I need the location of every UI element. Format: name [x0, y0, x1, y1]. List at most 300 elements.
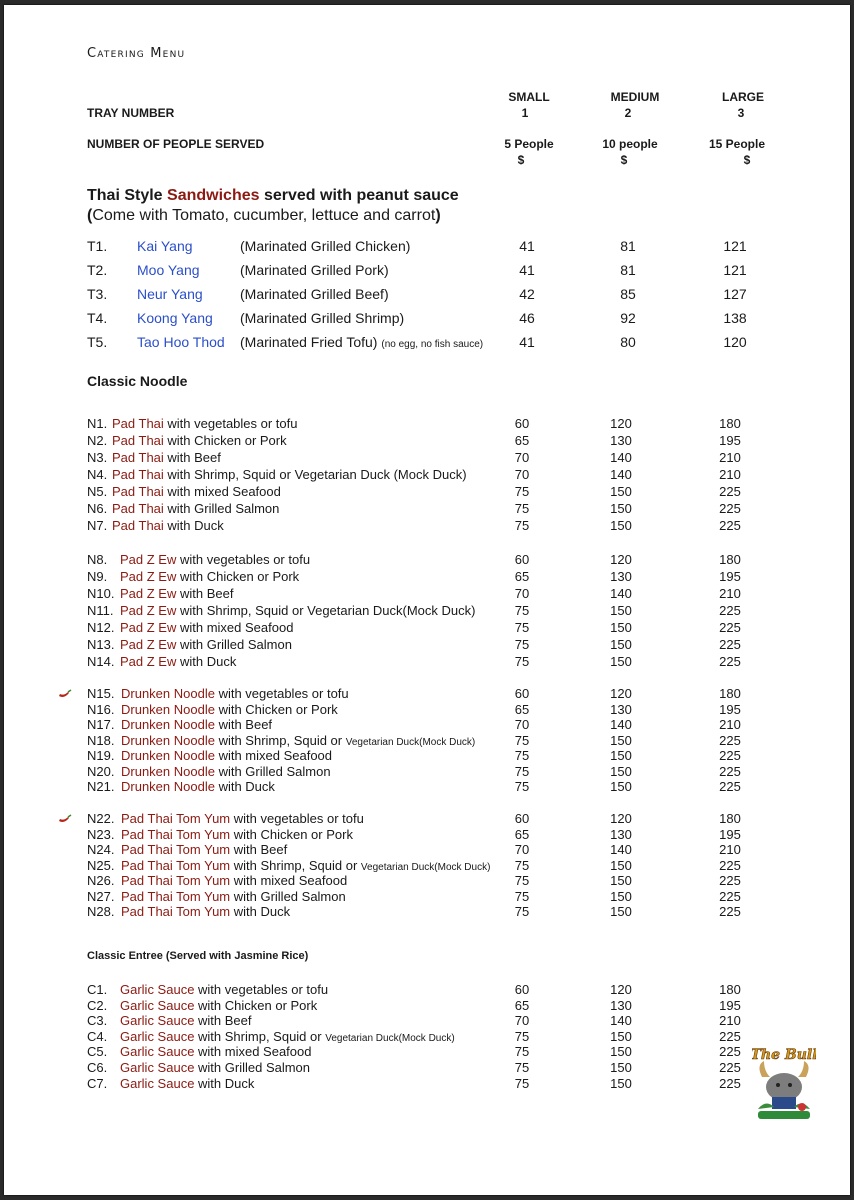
item-name: Pad Z Ew [120, 620, 177, 635]
item-detail: with mixed Seafood [194, 1044, 312, 1060]
currency-medium: $ [620, 153, 628, 167]
item-code: N27. [87, 888, 115, 904]
item-description [121, 811, 364, 826]
item-name: Garlic Sauce [120, 1060, 195, 1075]
price-large: 195 [719, 826, 741, 842]
price-medium: 150 [610, 748, 632, 763]
price-medium: 150 [610, 654, 632, 669]
item-description [120, 1013, 252, 1028]
item-detail: with Duck [163, 518, 224, 533]
price-medium: 150 [610, 1060, 632, 1075]
item-detail: with Duck [214, 779, 275, 794]
price-small: 75 [514, 637, 530, 652]
item-description [120, 998, 317, 1013]
menu-row [4, 842, 850, 858]
menu-row [4, 811, 850, 827]
item-name: Drunken Noodle [121, 732, 215, 748]
price-small: 70 [514, 1013, 530, 1029]
menu-row [4, 416, 850, 432]
price-medium: 150 [610, 1028, 632, 1044]
subtitle-close-paren: ) [435, 207, 441, 224]
page-title: Catering Menu [87, 46, 186, 61]
item-detail: with Duck [230, 904, 291, 919]
price-small: 41 [519, 334, 535, 350]
size-large-label: LARGE [722, 90, 764, 104]
item-description [112, 416, 298, 431]
price-large: 120 [723, 334, 747, 350]
item-description: (Marinated Fried Tofu) (no egg, no fish sauce) [240, 334, 484, 350]
item-code: C7. [87, 1075, 108, 1091]
price-medium: 140 [610, 467, 632, 482]
item-detail: with Chicken or Pork [163, 433, 287, 448]
price-small: 70 [514, 586, 530, 601]
price-medium: 80 [620, 334, 636, 350]
item-code: N23. [87, 826, 115, 842]
currency-small: $ [517, 153, 525, 167]
price-small: 70 [514, 842, 530, 857]
item-detail: with mixed Seafood [163, 484, 281, 499]
item-name: Tao Hoo Thod [137, 334, 225, 350]
price-small: 75 [514, 1044, 530, 1060]
price-medium: 130 [610, 997, 632, 1013]
price-small: 70 [514, 450, 530, 465]
price-large: 225 [719, 654, 741, 669]
item-detail: with Beef [214, 717, 273, 732]
price-medium: 120 [610, 982, 632, 997]
item-name: Drunken Noodle [121, 701, 215, 717]
item-detail: with mixed Seafood [230, 873, 348, 888]
item-code: C1. [87, 982, 108, 997]
noodle-title: Classic Noodle [87, 373, 188, 389]
item-code: C3. [87, 1013, 108, 1029]
menu-row [4, 518, 850, 534]
item-description [121, 717, 272, 732]
price-small: 65 [514, 997, 530, 1013]
item-detail: with Beef [230, 842, 288, 857]
price-small: 65 [514, 569, 530, 584]
price-medium: 85 [620, 286, 636, 302]
menu-row [4, 1013, 850, 1029]
item-name: Garlic Sauce [120, 1075, 195, 1091]
item-detail: with Beef [194, 1013, 252, 1029]
price-large: 225 [719, 603, 741, 618]
tray-number-label: TRAY NUMBER [87, 106, 175, 120]
item-detail: with Shrimp, Squid or [214, 732, 346, 748]
menu-row [4, 904, 850, 920]
price-medium: 130 [610, 826, 632, 842]
price-medium: 150 [610, 779, 632, 794]
item-code: T2. [87, 262, 108, 278]
item-detail: with Beef [163, 450, 221, 465]
price-large: 121 [723, 262, 747, 278]
item-name: Drunken Noodle [121, 686, 215, 701]
menu-row [4, 569, 850, 585]
item-name: Pad Z Ew [120, 637, 177, 652]
menu-row [4, 433, 850, 449]
menu-page [4, 5, 850, 1195]
item-description [120, 1029, 455, 1044]
item-description [120, 620, 293, 635]
price-large: 180 [719, 686, 741, 701]
price-small: 41 [519, 262, 535, 278]
price-large: 210 [719, 1013, 741, 1029]
item-detail: with Shrimp, Squid or [230, 857, 361, 873]
item-detail: with Grilled Salmon [194, 1060, 311, 1075]
price-medium: 140 [610, 1013, 632, 1029]
price-medium: 140 [610, 450, 632, 465]
sandwiches-subtitle [87, 207, 441, 225]
item-description [121, 873, 347, 888]
price-large: 195 [719, 569, 741, 584]
people-small: 5 People [504, 137, 554, 151]
menu-row [4, 1029, 850, 1045]
subtitle-open-paren: ( [87, 207, 93, 224]
item-name: Pad Thai Tom Yum [121, 873, 231, 888]
item-name: Pad Thai [112, 450, 164, 465]
menu-row [4, 733, 850, 749]
item-description: (Marinated Grilled Beef) [240, 286, 389, 302]
menu-row [4, 982, 850, 998]
item-detail: with mixed Seafood [214, 748, 333, 763]
item-code: N20. [87, 763, 115, 779]
item-code: T4. [87, 310, 108, 326]
item-detail: with Grilled Salmon [214, 763, 331, 779]
the-bull-logo [752, 1037, 816, 1127]
item-detail: with Duck [194, 1075, 255, 1091]
item-code: N8. [87, 552, 108, 567]
item-detail: with Chicken or Pork [176, 569, 300, 584]
price-medium: 150 [610, 1075, 632, 1091]
price-small: 75 [514, 763, 530, 779]
item-name: Drunken Noodle [121, 717, 215, 732]
people-medium: 10 people [602, 137, 658, 151]
menu-row [4, 654, 850, 670]
size-small-label: SMALL [508, 90, 550, 104]
item-name: Pad Thai Tom Yum [121, 857, 231, 873]
price-small: 75 [514, 620, 530, 635]
item-description [120, 603, 475, 618]
item-detail: with vegetables or tofu [163, 416, 298, 431]
menu-row [4, 779, 850, 795]
item-name: Pad Thai Tom Yum [121, 811, 231, 826]
price-large: 210 [719, 467, 741, 482]
price-medium: 140 [610, 717, 632, 732]
price-large: 225 [719, 1075, 741, 1091]
sandwich-row [4, 238, 850, 258]
price-small: 75 [514, 501, 530, 516]
item-code: N5. [87, 484, 108, 499]
item-name: Pad Thai Tom Yum [121, 842, 231, 857]
item-name: Pad Thai [112, 501, 164, 516]
price-small: 75 [514, 904, 530, 919]
item-detail: with Chicken or Pork [194, 997, 318, 1013]
price-small: 60 [514, 416, 530, 431]
price-large: 225 [719, 857, 741, 873]
price-medium: 150 [610, 857, 632, 873]
price-medium: 150 [610, 873, 632, 888]
menu-row [4, 702, 850, 718]
price-small: 42 [519, 286, 535, 302]
item-code: N22. [87, 811, 115, 826]
price-small: 75 [514, 1028, 530, 1044]
tray-small: 1 [521, 106, 529, 120]
price-small: 46 [519, 310, 535, 326]
item-code: N15. [87, 686, 115, 701]
price-large: 210 [719, 586, 741, 601]
price-large: 180 [719, 982, 741, 997]
price-large: 225 [719, 1028, 741, 1044]
item-description [121, 858, 490, 873]
size-medium-label: MEDIUM [610, 90, 660, 104]
item-code: T3. [87, 286, 108, 302]
people-served-label: NUMBER OF PEOPLE SERVED [87, 137, 265, 151]
item-name: Neur Yang [137, 286, 203, 302]
sandwich-row [4, 334, 850, 354]
item-name: Kai Yang [137, 238, 193, 254]
price-large: 225 [719, 518, 741, 533]
item-name: Garlic Sauce [120, 1013, 195, 1029]
menu-row [4, 889, 850, 905]
price-large: 225 [719, 779, 741, 794]
item-description [120, 1076, 254, 1091]
price-large: 180 [719, 811, 741, 826]
price-medium: 150 [610, 484, 632, 499]
item-code: N10. [87, 586, 115, 601]
price-small: 70 [514, 717, 530, 732]
menu-row [4, 686, 850, 702]
price-large: 195 [719, 997, 741, 1013]
item-name: Drunken Noodle [121, 763, 215, 779]
menu-row [4, 827, 850, 843]
item-detail: with vegetables or tofu [214, 686, 349, 701]
price-medium: 120 [610, 416, 632, 431]
item-name: Pad Z Ew [120, 586, 177, 601]
item-description [112, 450, 221, 465]
menu-row [4, 467, 850, 483]
price-medium: 92 [620, 310, 636, 326]
item-description: (Marinated Grilled Shrimp) [240, 310, 405, 326]
item-name: Pad Z Ew [120, 654, 177, 669]
price-small: 60 [514, 982, 530, 997]
item-code: N2. [87, 433, 108, 448]
item-name: Garlic Sauce [120, 1028, 195, 1044]
menu-row [4, 450, 850, 466]
item-description [112, 433, 287, 448]
item-name: Pad Z Ew [120, 552, 177, 567]
item-description [112, 501, 279, 516]
item-note: Vegetarian Duck(Mock Duck) [325, 1032, 455, 1044]
price-small: 60 [514, 552, 530, 567]
price-large: 225 [719, 501, 741, 516]
item-detail: with vegetables or tofu [194, 982, 329, 997]
item-name: Pad Thai Tom Yum [121, 826, 231, 842]
price-small: 75 [514, 654, 530, 669]
price-small: 75 [514, 888, 530, 904]
item-detail: with vegetables or tofu [176, 552, 311, 567]
item-detail: with Grilled Salmon [230, 888, 346, 904]
item-name: Drunken Noodle [121, 779, 215, 794]
item-name: Garlic Sauce [120, 982, 195, 997]
item-code: C5. [87, 1044, 108, 1060]
item-code: N28. [87, 904, 115, 919]
item-description [121, 779, 275, 794]
price-medium: 120 [610, 552, 632, 567]
item-detail: with Duck [176, 654, 237, 669]
item-detail: with Beef [176, 586, 234, 601]
item-code: N11. [87, 603, 114, 618]
menu-row [4, 603, 850, 619]
price-large: 195 [719, 433, 741, 448]
item-code: N12. [87, 620, 115, 635]
price-large: 225 [719, 904, 741, 919]
sandwiches-title-prefix: Thai Style [87, 187, 168, 204]
item-code: N19. [87, 748, 115, 763]
price-medium: 140 [610, 842, 632, 857]
item-description [121, 904, 290, 919]
price-large: 225 [719, 888, 741, 904]
item-detail: with Shrimp, Squid or Vegetarian Duck (Mock Duck) [163, 467, 467, 482]
item-description [121, 842, 287, 857]
item-code: N24. [87, 842, 115, 857]
menu-row [4, 1044, 850, 1060]
item-description [112, 484, 281, 499]
item-code: C2. [87, 997, 108, 1013]
price-medium: 150 [610, 637, 632, 652]
item-description [121, 827, 353, 842]
item-code: N16. [87, 701, 115, 717]
price-medium: 150 [610, 501, 632, 516]
sandwich-row [4, 286, 850, 306]
price-large: 121 [723, 238, 747, 254]
item-description: (Marinated Grilled Chicken) [240, 238, 411, 254]
item-description [120, 569, 299, 584]
price-medium: 150 [610, 732, 632, 748]
item-detail: with Grilled Salmon [163, 501, 280, 516]
sandwiches-title-highlight: Sandwiches [167, 187, 260, 204]
price-large: 138 [723, 310, 747, 326]
price-small: 65 [514, 433, 530, 448]
item-description [121, 733, 475, 748]
item-name: Garlic Sauce [120, 1044, 195, 1060]
item-description [121, 686, 349, 701]
item-description [120, 637, 292, 652]
price-small: 65 [514, 826, 530, 842]
price-large: 225 [719, 484, 741, 499]
price-medium: 81 [620, 262, 636, 278]
item-note: Vegetarian Duck(Mock Duck) [360, 861, 491, 873]
menu-row [4, 998, 850, 1014]
price-medium: 130 [610, 569, 632, 584]
price-large: 225 [719, 748, 741, 763]
price-medium: 150 [610, 904, 632, 919]
item-note: Vegetarian Duck(Mock Duck) [345, 736, 476, 748]
item-name: Pad Thai Tom Yum [121, 904, 231, 919]
menu-row [4, 748, 850, 764]
item-name: Koong Yang [137, 310, 213, 326]
menu-row [4, 501, 850, 517]
sandwiches-title [87, 187, 459, 205]
item-code: N4. [87, 467, 108, 482]
price-medium: 150 [610, 1044, 632, 1060]
item-code: N26. [87, 873, 115, 888]
menu-row [4, 1060, 850, 1076]
price-medium: 130 [610, 433, 632, 448]
people-large: 15 People [708, 137, 766, 151]
item-description [120, 982, 328, 997]
item-note: (no egg, no fish sauce) [381, 339, 484, 350]
price-large: 225 [719, 732, 741, 748]
price-large: 225 [719, 637, 741, 652]
menu-row [4, 552, 850, 568]
price-small: 41 [519, 238, 535, 254]
item-name: Moo Yang [137, 262, 200, 278]
item-code: N13. [87, 637, 115, 652]
menu-row [4, 586, 850, 602]
item-code: C6. [87, 1060, 108, 1075]
price-medium: 120 [610, 811, 632, 826]
item-description [120, 552, 310, 567]
item-description [120, 1044, 312, 1059]
item-name: Pad Thai [112, 416, 164, 431]
item-name: Pad Thai Tom Yum [121, 888, 231, 904]
item-detail: with Chicken or Pork [214, 701, 338, 717]
price-large: 225 [719, 873, 741, 888]
menu-row [4, 858, 850, 874]
price-small: 75 [514, 732, 530, 748]
sandwich-row [4, 310, 850, 330]
logo-text: The Bull [752, 1047, 816, 1063]
item-name: Pad Thai [112, 484, 164, 499]
item-code: N14. [87, 654, 115, 669]
item-detail: with vegetables or tofu [230, 811, 364, 826]
item-detail: with mixed Seafood [176, 620, 294, 635]
item-name: Pad Z Ew [120, 569, 177, 584]
price-large: 180 [719, 552, 741, 567]
item-description [120, 586, 233, 601]
item-detail: with Grilled Salmon [176, 637, 292, 652]
price-large: 210 [719, 717, 741, 732]
price-medium: 150 [610, 620, 632, 635]
item-code: T1. [87, 238, 108, 254]
sandwiches-title-suffix: served with peanut sauce [259, 187, 459, 204]
price-medium: 130 [610, 701, 632, 717]
item-description [120, 654, 236, 669]
item-detail: with Chicken or Pork [230, 826, 353, 842]
menu-row [4, 620, 850, 636]
item-code: C4. [87, 1028, 108, 1044]
price-medium: 120 [610, 686, 632, 701]
price-small: 70 [514, 467, 530, 482]
price-large: 225 [719, 763, 741, 779]
price-small: 75 [514, 484, 530, 499]
price-large: 195 [719, 701, 741, 717]
item-code: N1. [87, 416, 108, 431]
price-small: 65 [514, 701, 530, 717]
menu-row [4, 637, 850, 653]
item-code: N9. [87, 569, 108, 584]
currency-large: $ [743, 153, 751, 167]
item-description [121, 702, 338, 717]
price-small: 60 [514, 686, 530, 701]
item-description [121, 889, 346, 904]
price-large: 225 [719, 1044, 741, 1060]
price-small: 75 [514, 518, 530, 533]
item-code: N25. [87, 857, 115, 873]
item-name: Drunken Noodle [121, 748, 215, 763]
menu-row [4, 873, 850, 889]
price-large: 225 [719, 620, 741, 635]
price-medium: 81 [620, 238, 636, 254]
